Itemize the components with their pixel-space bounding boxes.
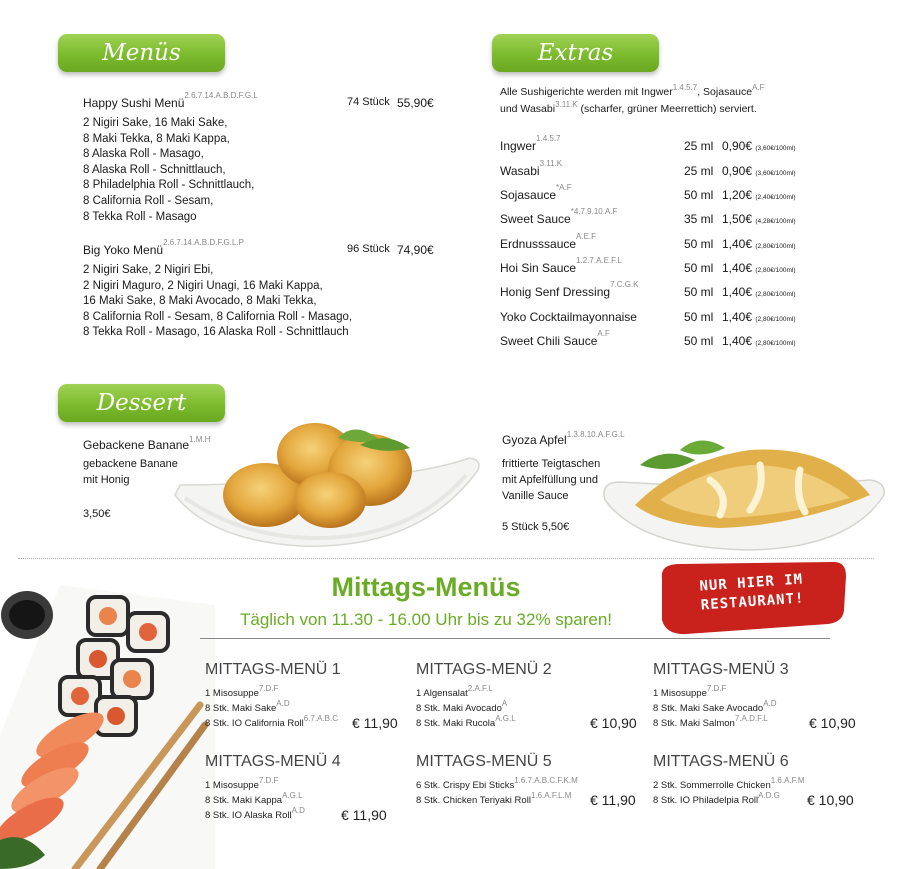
extra-name: Sweet Sauce <box>500 212 571 226</box>
extra-unit-price: (2,80€/100ml) <box>755 340 796 347</box>
lunch-menu-items <box>653 778 805 808</box>
extra-name: Yoko Cocktailmayonnaise <box>500 310 637 324</box>
menu-line: 16 Maki Sake, 8 Maki Avocado, 8 Maki Tekka, <box>83 295 317 308</box>
extra-name: Sojasauce <box>500 188 557 202</box>
extra-volume: 50 ml <box>684 285 714 299</box>
lunch-menu-price: € 11,90 <box>341 807 387 823</box>
menu-line: 8 California Roll - Sesam, <box>83 194 214 207</box>
lunch-line: 8 Stk. Maki Rucola <box>416 718 496 729</box>
dessert-description: gebackene Banane <box>83 458 178 470</box>
allergen-codes: 1.4.5.7 <box>536 134 561 143</box>
allergen-codes: 1.2.7.A.E.F.L <box>576 256 622 265</box>
extra-name: Hoi Sin Sauce <box>500 261 577 275</box>
extras-heading: Extras <box>492 34 659 72</box>
allergen-codes: 2.6.7.14.A.B.D.F.G.L.P <box>163 238 244 247</box>
extra-row <box>500 183 820 210</box>
menu-item <box>83 238 443 341</box>
allergen-codes: A.E.F <box>576 232 597 241</box>
menu-line: 2 Nigiri Sake, 16 Maki Sake, <box>83 117 228 129</box>
menu-line: 8 California Roll - Sesam, 8 California Roll - Masago, <box>83 310 353 323</box>
allergen-codes: A.D <box>276 699 290 708</box>
extra-volume: 25 ml <box>684 164 714 178</box>
allergen-codes: 3.11.K <box>539 159 563 168</box>
extra-row <box>500 207 820 234</box>
dessert-description: frittierte Teigtaschen <box>502 458 601 470</box>
section-divider <box>18 558 874 559</box>
lunch-line: 1 Misosuppe <box>205 780 259 791</box>
lunch-menu-price: € 10,90 <box>807 792 854 808</box>
allergen-codes: 1.M.H <box>189 435 211 444</box>
extra-price: 0,90€ <box>722 139 753 153</box>
lunch-menu-title: MITTAGS-MENÜ 2 <box>416 661 552 678</box>
extra-price: 1,40€ <box>722 237 753 251</box>
extra-row <box>500 232 820 259</box>
extra-volume: 50 ml <box>684 188 714 202</box>
extra-unit-price: (2,80€/100ml) <box>755 316 796 323</box>
allergen-codes: 3.11.K <box>555 100 578 109</box>
lunch-line: 2 Stk. Sommerrolle Chicken <box>653 780 771 791</box>
menu-line: 8 Tekka Roll - Masago <box>83 210 197 223</box>
menu-line: 8 Maki Tekka, 8 Maki Kappa, <box>83 132 230 145</box>
lunch-line: 8 Stk. Maki Sake Avocado <box>653 703 764 714</box>
allergen-codes: A.D.G <box>758 791 780 800</box>
extra-price: 1,20€ <box>722 188 753 202</box>
menu-item-qty: 74 Stück <box>347 96 390 108</box>
allergen-codes: A.F <box>752 83 765 92</box>
menu-item-qty: 96 Stück <box>347 243 390 255</box>
extra-price: 1,40€ <box>722 310 753 324</box>
allergen-codes: 7.C.G.K <box>610 280 639 289</box>
lunch-line: 8 Stk. Maki Sake <box>205 703 277 714</box>
extra-unit-price: (3,60€/100ml) <box>755 170 796 177</box>
extra-unit-price: (4,28€/100ml) <box>755 218 796 225</box>
allergen-codes: 2.A.F.L <box>467 684 493 693</box>
menu-item <box>83 91 443 225</box>
lunch-rule <box>200 638 830 639</box>
dessert-price: 3,50€ <box>83 508 111 520</box>
extra-row <box>500 310 820 332</box>
allergen-codes: 1.6.7.A.B.C.F.K.M <box>514 776 578 785</box>
lunch-menu-items <box>416 686 516 731</box>
fried-banana-image <box>170 400 485 560</box>
extra-price: 1,40€ <box>722 261 753 275</box>
lunch-menu-items <box>205 686 338 731</box>
restaurant-only-stamp <box>656 560 848 635</box>
menu-line: 2 Nigiri Maguro, 2 Nigiri Unagi, 16 Maki Kappa, <box>83 279 323 292</box>
menu-item-price: 74,90€ <box>397 243 434 257</box>
extras-intro <box>500 84 830 118</box>
extra-row <box>500 159 820 186</box>
menu-item-name: Happy Sushi Menü <box>83 96 185 110</box>
lunch-line: 8 Stk. Maki Avocado <box>416 703 502 714</box>
allergen-codes: *4.7.9.10.A.F <box>570 207 618 216</box>
extra-price: 0,90€ <box>722 164 753 178</box>
intro-text: , Sojasauce <box>697 86 753 98</box>
lunch-menu-title: MITTAGS-MENÜ 3 <box>653 661 789 678</box>
dessert-description: Vanille Sauce <box>502 490 569 502</box>
stamp-text: RESTAURANT! <box>700 590 805 614</box>
allergen-codes: 6.7.A.B.C <box>303 714 338 723</box>
allergen-codes: 1.6.A.F.M <box>770 776 805 785</box>
extra-price: 1,40€ <box>722 334 753 348</box>
lunch-line: 1 Algensalat <box>416 688 468 699</box>
extra-volume: 50 ml <box>684 261 714 275</box>
extra-unit-price: (2,80€/100ml) <box>755 291 796 298</box>
dessert-description: mit Apfelfüllung und <box>502 474 599 486</box>
allergen-codes: *A.F <box>556 183 572 192</box>
allergen-codes: 7.D.F <box>258 776 279 785</box>
stamp-text: NUR HIER IM <box>699 571 804 595</box>
allergen-codes: 7.D.F <box>706 684 727 693</box>
lunch-line: 1 Misosuppe <box>205 688 259 699</box>
allergen-codes: 1.3.8.10.A.F.G.L <box>566 430 625 439</box>
lunch-menu-price: € 11,90 <box>590 792 636 808</box>
dessert-heading: Dessert <box>58 384 225 422</box>
extra-price: 1,50€ <box>722 212 753 226</box>
lunch-line: 8 Stk. IO Alaska Roll <box>205 810 292 821</box>
extra-name: Wasabi <box>500 164 540 178</box>
menu-item-price: 55,90€ <box>397 96 434 110</box>
dessert-name: Gyoza Apfel <box>502 433 567 447</box>
intro-text: (scharfer, grüner Meerrettich) serviert. <box>577 103 757 115</box>
allergen-codes: 7.D.F <box>258 684 279 693</box>
lunch-menu-items <box>205 778 305 823</box>
lunch-line: 8 Stk. Maki Kappa <box>205 795 283 806</box>
lunch-menu-price: € 10,90 <box>590 715 637 731</box>
menu-line: 2 Nigiri Sake, 2 Nigiri Ebi, <box>83 264 214 276</box>
lunch-line: 8 Stk. IO California Roll <box>205 718 304 729</box>
allergen-codes: A.G.L <box>282 791 303 800</box>
allergen-codes: 7.A.D.F.L <box>734 714 768 723</box>
extra-unit-price: (2,40€/100ml) <box>755 194 796 201</box>
extra-volume: 25 ml <box>684 139 714 153</box>
allergen-codes: A.D <box>763 699 777 708</box>
extra-row <box>500 256 820 283</box>
allergen-codes: 2.6.7.14.A.B.D.F.G.L <box>184 91 258 100</box>
dessert-name: Gebackene Banane <box>83 438 190 452</box>
extra-name: Honig Senf Dressing <box>500 285 611 299</box>
lunch-title: Mittags-Menüs <box>331 572 521 602</box>
extra-volume: 50 ml <box>684 334 714 348</box>
lunch-line: 8 Stk. Maki Salmon <box>653 718 735 729</box>
lunch-menu-price: € 11,90 <box>352 715 398 731</box>
allergen-codes: 1.4.5.7 <box>672 83 698 92</box>
menu-line: 8 Alaska Roll - Masago, <box>83 148 204 161</box>
menu-line: 8 Alaska Roll - Schnittlauch, <box>83 163 226 176</box>
menu-line: 8 Tekka Roll - Masago, 16 Alaska Roll - Schnittlauch <box>83 326 349 339</box>
lunch-menu-title: MITTAGS-MENÜ 1 <box>205 661 341 678</box>
menu-line: 8 Philadelphia Roll - Schnittlauch, <box>83 179 255 192</box>
intro-text: Alle Sushigerichte werden mit Ingwer <box>500 86 673 98</box>
extra-row <box>500 280 820 307</box>
lunch-menu-items <box>653 686 777 731</box>
sushi-plate-image <box>0 585 215 869</box>
extra-unit-price: (3,60€/100ml) <box>755 145 796 152</box>
extra-name: Erdnusssauce <box>500 237 577 251</box>
lunch-menu-price: € 10,90 <box>809 715 856 731</box>
extra-volume: 50 ml <box>684 237 714 251</box>
extra-volume: 35 ml <box>684 212 714 226</box>
allergen-codes: A.F <box>597 329 610 338</box>
menus-heading: Menüs <box>58 34 225 72</box>
intro-text: und Wasabi <box>500 103 556 115</box>
extra-row <box>500 329 820 356</box>
extra-name: Ingwer <box>500 139 537 153</box>
extra-name: Sweet Chili Sauce <box>500 334 598 348</box>
extra-volume: 50 ml <box>684 310 714 324</box>
lunch-line: 8 Stk. Chicken Teriyaki Roll <box>416 795 531 806</box>
lunch-menu-title: MITTAGS-MENÜ 6 <box>653 753 789 770</box>
lunch-menu-title: MITTAGS-MENÜ 5 <box>416 753 552 770</box>
menu-item-name: Big Yoko Menü <box>83 243 164 257</box>
extra-price: 1,40€ <box>722 285 753 299</box>
lunch-menu-title: MITTAGS-MENÜ 4 <box>205 753 341 770</box>
lunch-menu-items <box>416 778 578 808</box>
extra-unit-price: (2,80€/100ml) <box>755 267 796 274</box>
dessert-price: 5 Stück 5,50€ <box>502 521 570 533</box>
allergen-codes: A.G.L <box>495 714 516 723</box>
extra-unit-price: (2,80€/100ml) <box>755 243 796 250</box>
lunch-subtitle: Täglich von 11.30 - 16.00 Uhr bis zu 32% sparen! <box>239 610 612 629</box>
dessert-description: mit Honig <box>83 474 130 486</box>
allergen-codes: A <box>501 699 508 708</box>
allergen-codes: 1.6.A.F.L.M <box>530 791 572 800</box>
lunch-line: 6 Stk. Crispy Ebi Sticks <box>416 780 515 791</box>
lunch-line: 1 Misosuppe <box>653 688 707 699</box>
gyoza-apple-image <box>600 420 890 555</box>
extra-row <box>500 134 820 161</box>
allergen-codes: A.D <box>291 806 305 815</box>
lunch-line: 8 Stk. IO Philadelpia Roll <box>653 795 759 806</box>
